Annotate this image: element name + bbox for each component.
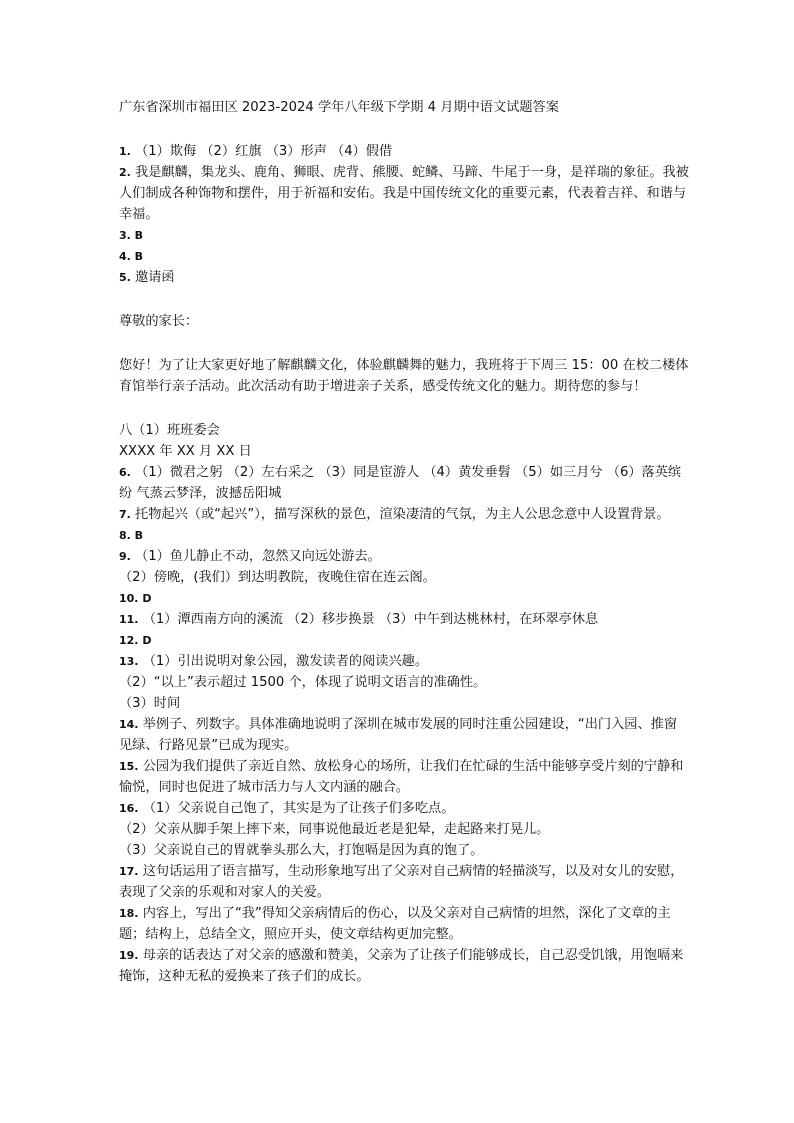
answer-document (119, 98, 689, 987)
answer-text: （3）时间 (119, 696, 181, 711)
answer-text: （1）欺侮 （2）红旗 （3）形声 （4）假借 (130, 144, 393, 159)
answer-number: 17. (119, 865, 139, 878)
answer-number: 8. B (119, 529, 144, 542)
answer-number: 3. B (119, 229, 144, 242)
answer-text: 举例子、列数字。具体准确地说明了深圳在城市发展的同时注重公园建设，“出门入园、推窗见绿、行路见景”已成为现实。 (119, 717, 678, 753)
answer-number: 19. (119, 949, 139, 962)
answer-item (119, 504, 689, 525)
letter-date: XXXX 年 XX 月 XX 日 (119, 444, 252, 459)
answer-subitem (119, 693, 689, 714)
answer-item (119, 246, 689, 267)
answer-number: 6. (119, 466, 131, 479)
answer-item (119, 525, 689, 546)
answer-item (119, 267, 689, 288)
answer-subitem (119, 567, 689, 588)
answer-text: （1）潭西南方向的溪流 （2）移步换景 （3）中午到达桃林村，在环翠亭休息 (138, 612, 599, 627)
answer-item (119, 903, 689, 945)
answer-item (119, 141, 689, 162)
answer-item (119, 861, 689, 903)
letter-signature: 八（1）班班委会 (119, 423, 220, 438)
answer-text: 内容上，写出了“我”得知父亲病情后的伤心，以及父亲对自己病情的坦然，深化了文章的主题；结构上，总结全文，照应开头，使文章结构更加完整。 (119, 906, 671, 942)
answer-item (119, 630, 689, 651)
invitation-letter (119, 311, 689, 462)
answer-subitem (119, 840, 689, 861)
answer-text: （2）父亲从脚手架上摔下来，同事说他最近老是犯晕，走起路来打晃儿。 (119, 822, 550, 837)
answer-number: 4. B (119, 250, 144, 263)
answers-part-1 (119, 141, 689, 288)
answer-item (119, 588, 689, 609)
letter-body: 您好！为了让大家更好地了解麒麟文化，体验麒麟舞的魅力，我班将于下周三 15：00 在校二楼体育馆举行亲子活动。此次活动有助于增进亲子关系，感受传统文化的魅力。期待您的参与！ (119, 358, 689, 394)
answer-item (119, 651, 689, 672)
answer-item (119, 714, 689, 756)
answer-number: 10. D (119, 592, 152, 605)
answer-text: （1）引出说明对象公园，激发读者的阅读兴趣。 (138, 654, 429, 669)
document-title: 广东省深圳市福田区 2023-2024 学年八年级下学期 4 月期中语文试题答案 (119, 100, 559, 115)
answer-text: （2）“以上”表示超过 1500 个，体现了说明文语言的准确性。 (119, 675, 487, 690)
answer-text: 我是麒麟，集龙头、鹿角、狮眼、虎背、熊腰、蛇鳞、马蹄、牛尾于一身，是祥瑞的象征。我被人们制成各种饰物和摆件，用于祈福和安佑。我是中国传统文化的重要元素，代表着吉祥、和谐与幸福。 (119, 165, 689, 222)
answer-item (119, 546, 689, 567)
answer-item (119, 462, 689, 504)
answer-number: 7. (119, 508, 131, 521)
answers-part-2 (119, 462, 689, 987)
answer-subitem (119, 672, 689, 693)
answer-item (119, 798, 689, 819)
answer-number: 11. (119, 613, 139, 626)
answer-number: 15. (119, 760, 139, 773)
answer-item (119, 756, 689, 798)
letter-salutation: 尊敬的家长： (119, 314, 199, 329)
answer-item (119, 609, 689, 630)
answer-item (119, 162, 689, 225)
answer-text: 母亲的话表达了对父亲的感激和赞美，父亲为了让孩子们能够成长，自己忍受饥饿，用饱嗝来掩饰，这种无私的爱换来了孩子们的成长。 (119, 948, 684, 984)
answer-number: 9. (119, 550, 131, 563)
answer-number: 16. (119, 802, 139, 815)
answer-number: 18. (119, 907, 139, 920)
answer-text: （2）傍晚，(我们）到达明教院，夜晚住宿在连云阁。 (119, 570, 436, 585)
answer-item (119, 945, 689, 987)
answer-text: （1）父亲说自己饱了，其实是为了让孩子们多吃点。 (138, 801, 455, 816)
answer-text: （3）父亲说自己的胃就拳头那么大，打饱嗝是因为真的饱了。 (119, 843, 484, 858)
answer-text: （1）微君之躬 （2）左右采之 （3）同是宦游人 （4）黄发垂髫 （5）如三月兮 （6）落英缤纷 气蒸云梦泽，波撼岳阳城 (119, 465, 682, 501)
answer-number: 12. D (119, 634, 152, 647)
answer-text: 这句话运用了语言描写，生动形象地写出了父亲对自己病情的轻描淡写，以及对女儿的安慰，表现了父亲的乐观和对家人的关爱。 (119, 864, 684, 900)
answer-number: 5. (119, 271, 131, 284)
answer-item (119, 225, 689, 246)
answer-number: 1. (119, 145, 131, 158)
answer-text: 托物起兴（或“起兴”），描写深秋的景色，渲染凄清的气氛，为主人公思念意中人设置背景。 (130, 507, 670, 522)
answer-text: 公园为我们提供了亲近自然、放松身心的场所，让我们在忙碌的生活中能够享受片刻的宁静和愉悦，同时也促进了城市活力与人文内涵的融合。 (119, 759, 684, 795)
answer-number: 2. (119, 166, 131, 179)
answer-number: 13. (119, 655, 139, 668)
answer-text: 邀请函 (130, 270, 175, 285)
answer-text: （1）鱼儿静止不动，忽然又向远处游去。 (130, 549, 381, 564)
answer-number: 14. (119, 718, 139, 731)
answer-subitem (119, 819, 689, 840)
